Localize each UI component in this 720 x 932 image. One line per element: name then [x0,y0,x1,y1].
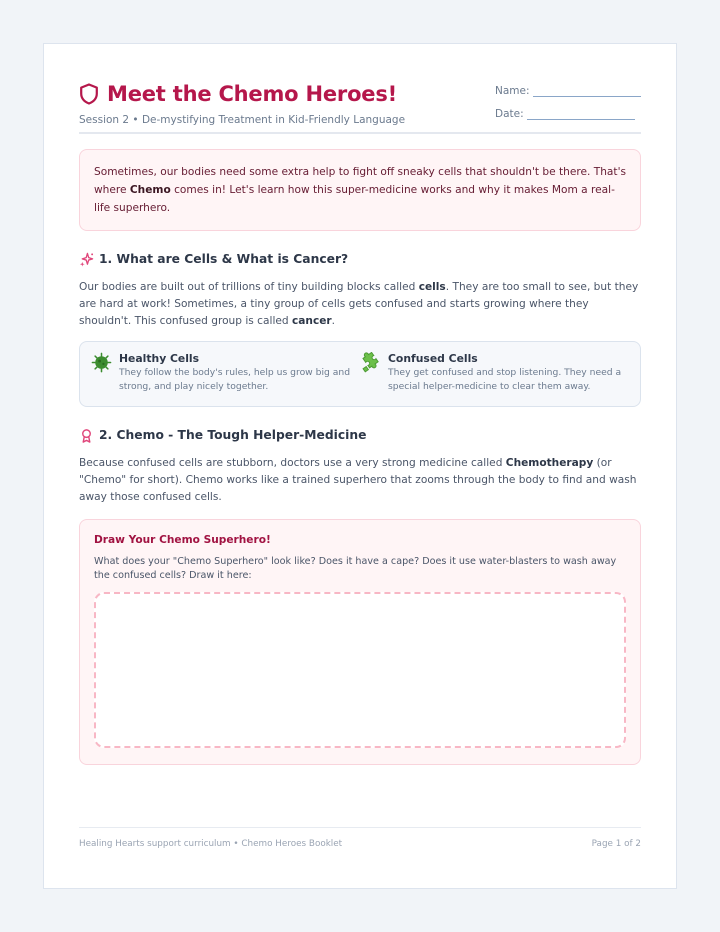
section-1-heading [79,250,641,268]
name-date-fields [495,80,641,132]
microbe-icon [91,352,112,373]
draw-activity-prompt: What does your "Chemo Superhero" look like? Does it have a cape? Does it use water-blasters to wash away the confused cells? Draw it here: [94,556,617,581]
section-2-title: 2. Chemo - The Tough Helper-Medicine [99,428,367,442]
title-row [79,80,405,108]
intro-callout [79,149,641,231]
section-1-title: 1. What are Cells & What is Cancer? [99,252,349,266]
confused-cells-text [388,352,629,396]
draw-activity-title: Draw Your Chemo Superhero! [94,534,271,546]
draw-activity-box [79,519,641,765]
section-2-paragraph [79,455,641,506]
s1-bold-cells: cells [418,281,446,293]
page-content [79,80,641,888]
healthy-cells-card [91,352,360,396]
intro-bold-chemo: Chemo [129,184,171,196]
puzzle-icon [360,352,381,373]
s1-bold-cancer: cancer [292,315,332,327]
date-field[interactable] [495,106,641,120]
award-ribbon-icon [79,428,94,443]
s2-text-c: (or "Chemo" for short). Chemo works like a trained superhero that zooms through the body to find and wash away those confused cells. [79,457,637,503]
s1-text-e: . [331,315,336,327]
section-1-paragraph [79,279,641,330]
date-line[interactable] [527,110,635,120]
healthy-cells-text [119,352,360,396]
title-block [79,80,405,132]
s2-bold-chemotherapy: Chemotherapy [505,457,594,469]
cell-comparison-box [79,341,641,407]
confused-cells-title: Confused Cells [388,352,478,365]
page-footer [79,827,641,849]
healthy-cells-description: They follow the body's rules, help us grow big and strong, and play nicely together. [119,367,351,392]
s2-text-a: Because confused cells are stubborn, doctors use a very strong medicine called [79,457,506,469]
shield-icon [79,83,99,105]
sparkles-icon [79,252,94,267]
s1-text-a: Our bodies are built out of trillions of tiny building blocks called [79,281,419,293]
section-2-heading [79,426,641,444]
intro-text-2: comes in! Let's learn how this super-medicine works and why it makes Mom a real-life superhero. [94,184,615,214]
date-label: Date: [495,108,524,120]
s1-text-c: . They are too small to see, but they are hard at work! Sometimes, a tiny group of cells gets confused and starts growing where they shouldn't. This confused group is called [79,281,639,327]
drawing-area[interactable] [94,592,626,748]
name-line[interactable] [533,87,641,97]
page-title: Meet the Chemo Heroes! [107,82,398,106]
confused-cells-card [360,352,629,396]
name-label: Name: [495,85,530,97]
healthy-cells-title: Healthy Cells [119,352,200,365]
intro-text-1: Sometimes, our bodies need some extra help to fight off sneaky cells that shouldn't be there. That's where [94,166,627,196]
confused-cells-description: They get confused and stop listening. They need a special helper-medicine to clear them away. [388,367,622,392]
name-field[interactable] [495,83,641,97]
page-header [79,80,641,134]
footer-page-number: Page 1 of 2 [591,839,641,849]
footer-curriculum: Healing Hearts support curriculum • Chemo Heroes Booklet [79,839,343,849]
worksheet-page [43,43,677,889]
page-subtitle: Session 2 • De-mystifying Treatment in Kid-Friendly Language [79,114,406,126]
